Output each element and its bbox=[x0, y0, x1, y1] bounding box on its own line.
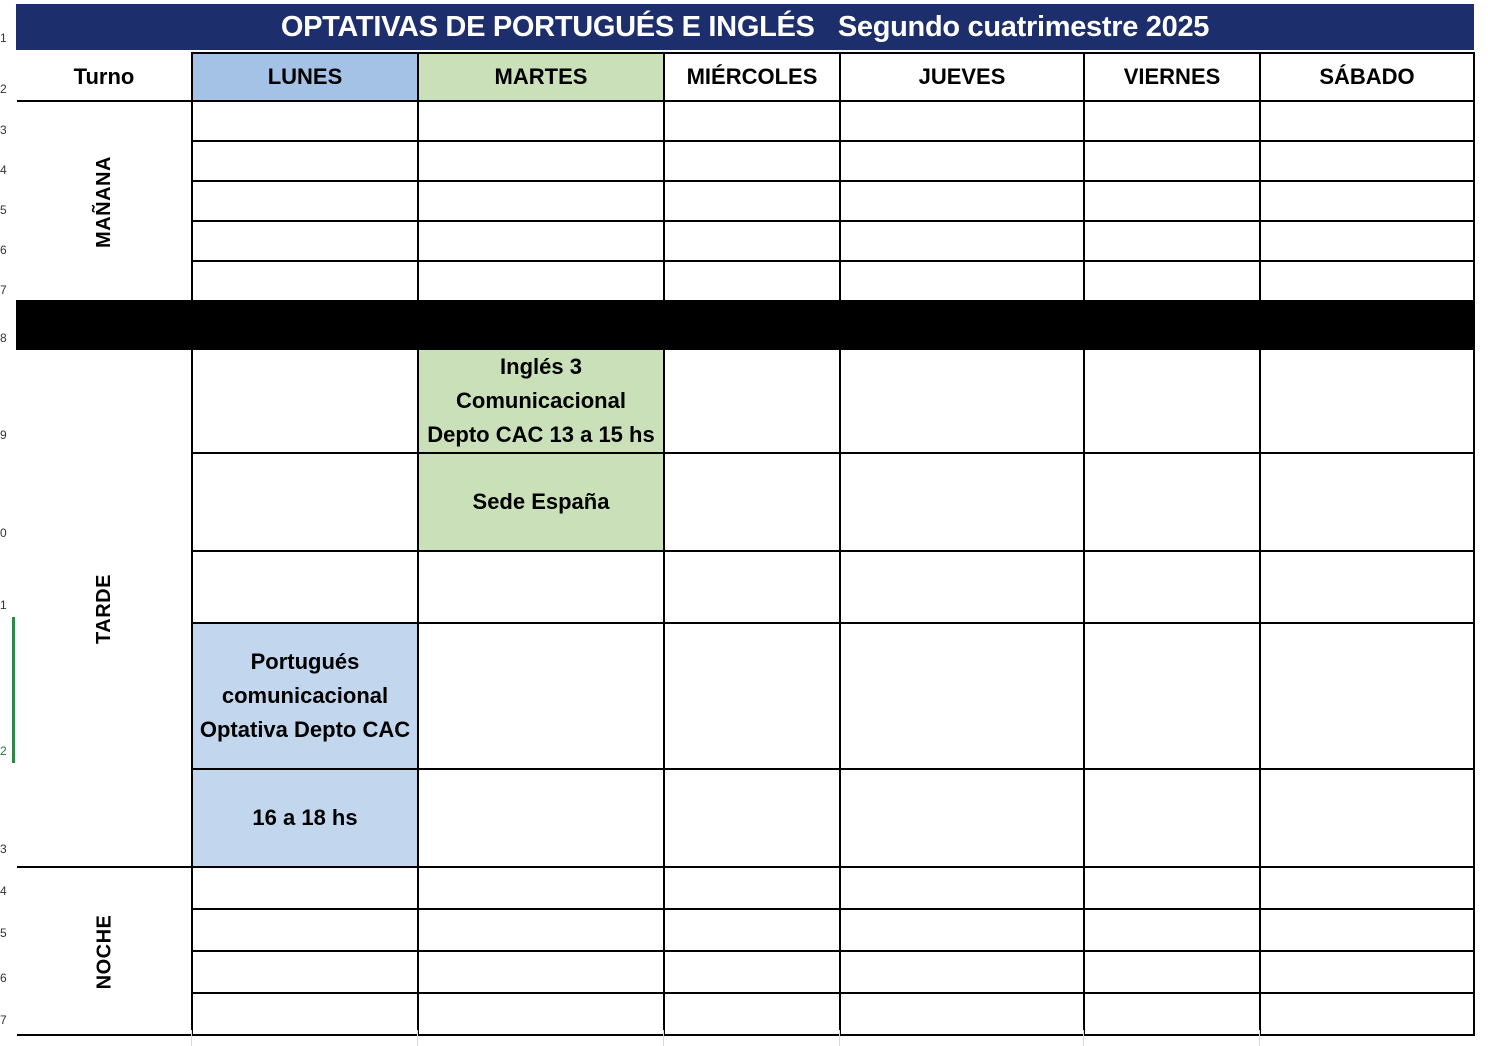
cell[interactable] bbox=[1260, 261, 1474, 301]
cell[interactable] bbox=[192, 867, 418, 909]
header-lunes[interactable]: LUNES bbox=[192, 53, 418, 101]
cell[interactable] bbox=[192, 551, 418, 623]
cell[interactable] bbox=[664, 221, 840, 261]
cell[interactable] bbox=[664, 349, 840, 453]
cell[interactable] bbox=[664, 181, 840, 221]
lunes-portugues-cell[interactable]: Portugués comunicacional Optativa Depto CAC bbox=[192, 623, 418, 769]
cell[interactable] bbox=[664, 909, 840, 951]
cell[interactable] bbox=[192, 349, 418, 453]
shift-manana-label: MAÑANA bbox=[92, 155, 115, 248]
cell[interactable] bbox=[840, 867, 1084, 909]
cell[interactable] bbox=[1260, 453, 1474, 551]
cell[interactable] bbox=[418, 101, 664, 141]
cell[interactable] bbox=[418, 261, 664, 301]
row-number-6[interactable]: 6 bbox=[0, 243, 7, 257]
row-number-4[interactable]: 4 bbox=[0, 163, 7, 177]
cell[interactable] bbox=[1084, 101, 1260, 141]
cell[interactable] bbox=[192, 951, 418, 993]
cell[interactable] bbox=[1260, 141, 1474, 181]
row-number-2[interactable]: 2 bbox=[0, 82, 7, 96]
cell[interactable] bbox=[664, 261, 840, 301]
cell[interactable] bbox=[1260, 349, 1474, 453]
cell[interactable] bbox=[1084, 993, 1260, 1035]
shift-manana-cell[interactable] bbox=[17, 101, 192, 301]
cell[interactable] bbox=[1084, 453, 1260, 551]
cell[interactable] bbox=[192, 181, 418, 221]
row-number-1[interactable]: 1 bbox=[0, 31, 7, 45]
cell[interactable] bbox=[664, 993, 840, 1035]
cell[interactable] bbox=[840, 551, 1084, 623]
cell[interactable] bbox=[1260, 181, 1474, 221]
cell[interactable] bbox=[840, 101, 1084, 141]
cell[interactable] bbox=[840, 141, 1084, 181]
page-title[interactable]: OPTATIVAS DE PORTUGUÉS E INGLÉS Segundo cuatrimestre 2025 bbox=[16, 4, 1474, 50]
martes-sede-cell[interactable]: Sede España bbox=[418, 453, 664, 551]
gridline bbox=[1259, 1030, 1260, 1046]
cell[interactable] bbox=[664, 453, 840, 551]
cell[interactable] bbox=[192, 453, 418, 551]
cell[interactable] bbox=[1084, 181, 1260, 221]
cell[interactable] bbox=[664, 623, 840, 769]
cell[interactable] bbox=[192, 101, 418, 141]
row-number-7[interactable]: 7 bbox=[0, 283, 7, 297]
cell[interactable] bbox=[418, 909, 664, 951]
cell[interactable] bbox=[664, 141, 840, 181]
cell[interactable] bbox=[1260, 951, 1474, 993]
cell[interactable] bbox=[192, 261, 418, 301]
cell[interactable] bbox=[418, 769, 664, 867]
row-number-11[interactable]: 1 bbox=[0, 598, 7, 612]
cell[interactable] bbox=[418, 993, 664, 1035]
gridline bbox=[663, 1030, 664, 1046]
cell[interactable] bbox=[192, 221, 418, 261]
cell[interactable] bbox=[418, 951, 664, 993]
cell[interactable] bbox=[664, 551, 840, 623]
schedule-table bbox=[16, 52, 1475, 1036]
cell[interactable] bbox=[664, 867, 840, 909]
cell[interactable] bbox=[418, 141, 664, 181]
row-number-12[interactable]: 2 bbox=[0, 744, 7, 758]
header-turno[interactable]: Turno bbox=[17, 53, 192, 101]
cell[interactable] bbox=[1260, 623, 1474, 769]
cell[interactable] bbox=[1084, 623, 1260, 769]
header-viernes[interactable]: VIERNES bbox=[1084, 53, 1260, 101]
cell[interactable] bbox=[1084, 261, 1260, 301]
break-separator-row[interactable] bbox=[17, 301, 1474, 349]
cell[interactable] bbox=[1084, 951, 1260, 993]
cell[interactable] bbox=[1260, 221, 1474, 261]
shift-noche-label: NOCHE bbox=[92, 914, 115, 989]
header-sabado[interactable]: SÁBADO bbox=[1260, 53, 1474, 101]
gridline bbox=[1083, 1030, 1084, 1046]
cell[interactable] bbox=[1084, 349, 1260, 453]
cell[interactable] bbox=[840, 261, 1084, 301]
cell[interactable] bbox=[840, 453, 1084, 551]
lunes-hours-cell[interactable]: 16 a 18 hs bbox=[192, 769, 418, 867]
shift-tarde-cell[interactable] bbox=[17, 349, 192, 867]
row-number-16[interactable]: 6 bbox=[0, 971, 7, 985]
row-number-13[interactable]: 3 bbox=[0, 842, 7, 856]
cell[interactable] bbox=[840, 909, 1084, 951]
header-jueves[interactable]: JUEVES bbox=[840, 53, 1084, 101]
cell[interactable] bbox=[840, 769, 1084, 867]
cell[interactable] bbox=[1260, 101, 1474, 141]
active-row-marker bbox=[12, 617, 15, 763]
row-number-9[interactable]: 9 bbox=[0, 428, 7, 442]
cell[interactable] bbox=[1084, 221, 1260, 261]
row-number-15[interactable]: 5 bbox=[0, 926, 7, 940]
header-martes[interactable]: MARTES bbox=[418, 53, 664, 101]
gridline bbox=[417, 1030, 418, 1046]
cell[interactable] bbox=[1084, 769, 1260, 867]
row-number-8[interactable]: 8 bbox=[0, 331, 7, 345]
cell[interactable] bbox=[840, 221, 1084, 261]
cell[interactable] bbox=[840, 623, 1084, 769]
cell[interactable] bbox=[418, 551, 664, 623]
cell[interactable] bbox=[1084, 909, 1260, 951]
cell[interactable] bbox=[1260, 867, 1474, 909]
cell[interactable] bbox=[192, 909, 418, 951]
header-miercoles[interactable]: MIÉRCOLES bbox=[664, 53, 840, 101]
cell[interactable] bbox=[418, 623, 664, 769]
cell[interactable] bbox=[664, 101, 840, 141]
cell[interactable] bbox=[840, 951, 1084, 993]
row-number-3[interactable]: 3 bbox=[0, 123, 7, 137]
cell[interactable] bbox=[418, 867, 664, 909]
shift-tarde-label: TARDE bbox=[93, 573, 115, 644]
row-number-17[interactable]: 7 bbox=[0, 1013, 7, 1027]
cell[interactable] bbox=[418, 221, 664, 261]
cell[interactable] bbox=[1260, 551, 1474, 623]
shift-noche-cell[interactable] bbox=[17, 867, 192, 1035]
cell[interactable] bbox=[840, 181, 1084, 221]
row-number-10[interactable]: 0 bbox=[0, 526, 7, 540]
cell[interactable] bbox=[1084, 141, 1260, 181]
row-number-5[interactable]: 5 bbox=[0, 203, 7, 217]
gridline bbox=[191, 1030, 192, 1046]
cell[interactable] bbox=[840, 993, 1084, 1035]
cell[interactable] bbox=[192, 141, 418, 181]
cell[interactable] bbox=[192, 993, 418, 1035]
cell[interactable] bbox=[418, 181, 664, 221]
cell[interactable] bbox=[1084, 551, 1260, 623]
cell[interactable] bbox=[1260, 769, 1474, 867]
gridline bbox=[839, 1030, 840, 1046]
cell[interactable] bbox=[664, 769, 840, 867]
cell[interactable] bbox=[1084, 867, 1260, 909]
cell[interactable] bbox=[840, 349, 1084, 453]
martes-ingles-cell[interactable]: Inglés 3 Comunicacional Depto CAC 13 a 15 hs bbox=[418, 349, 664, 453]
cell[interactable] bbox=[1260, 993, 1474, 1035]
cell[interactable] bbox=[664, 951, 840, 993]
row-number-14[interactable]: 4 bbox=[0, 884, 7, 898]
cell[interactable] bbox=[1260, 909, 1474, 951]
